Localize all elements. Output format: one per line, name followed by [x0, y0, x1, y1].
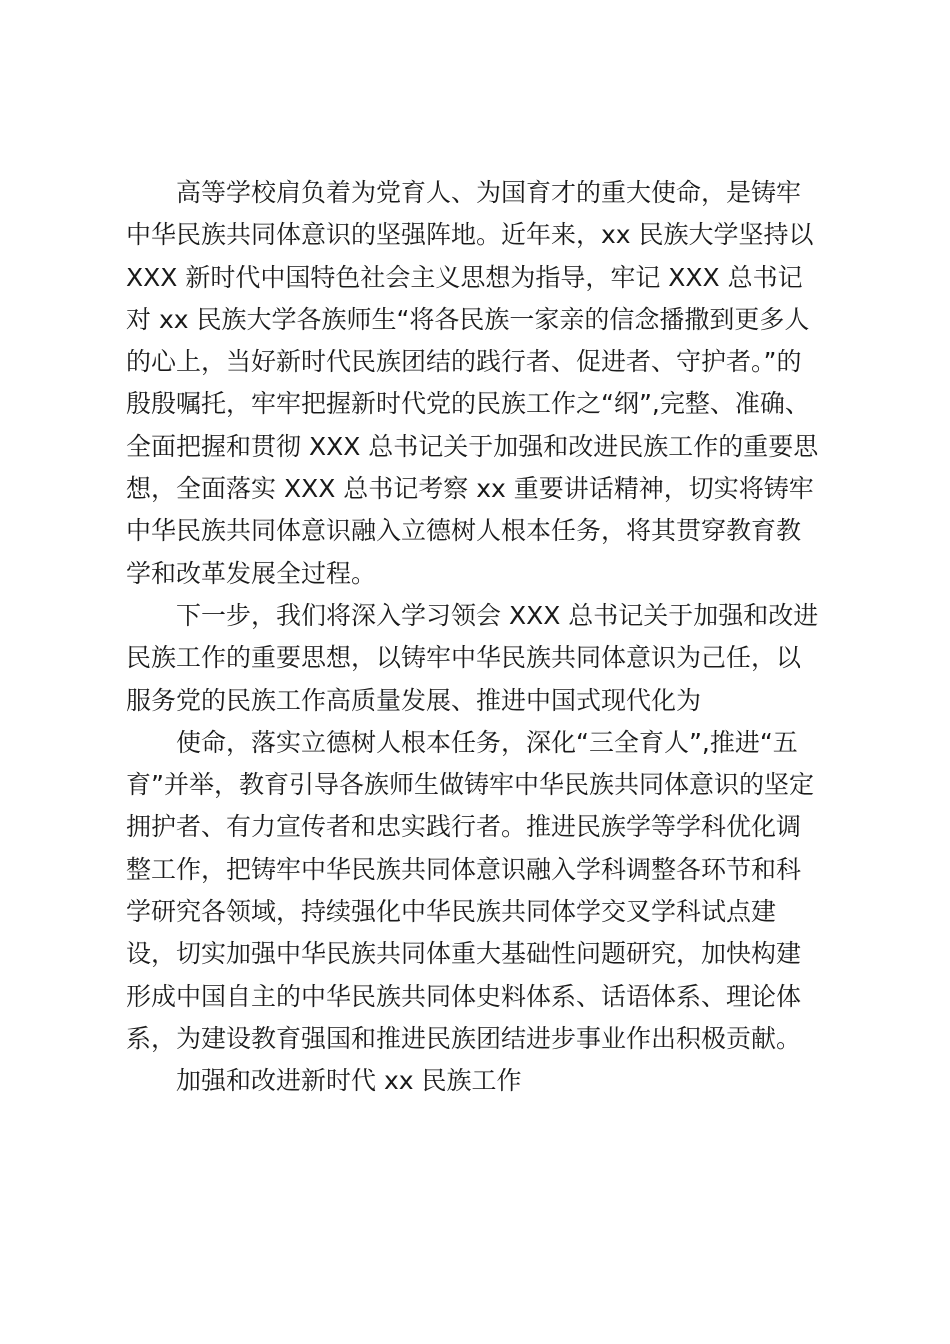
- paragraph-1-line: 殷殷嘱托，牢牢把握新时代党的民族工作之“纲”,完整、准确、: [126, 389, 810, 419]
- paragraph-1-line: 的心上，当好新时代民族团结的践行者、促进者、守护者。”的: [126, 347, 802, 377]
- paragraph-1-line: 高等学校肩负着为党育人、为国育才的重大使命，是铸牢: [176, 178, 802, 207]
- paragraph-3-line: 使命，落实立德树人根本任务，深化“三全育人”,推进“五: [176, 727, 798, 757]
- document-body: [126, 172, 836, 1103]
- paragraph-3-line: 设，切实加强中华民族共同体重大基础性问题研究，加快构建: [126, 939, 802, 969]
- paragraph-3-line: 形成中国自主的中华民族共同体史料体系、话语体系、理论体: [126, 981, 802, 1011]
- paragraph-3-line: 整工作，把铸牢中华民族共同体意识融入学科调整各环节和科: [126, 854, 802, 884]
- paragraph-3-line: 学研究各领域，持续强化中华民族共同体学交叉学科试点建: [126, 897, 777, 927]
- paragraph-1-line: 对 xx 民族大学各族师生“将各民族一家亲的信念播撒到更多人: [126, 304, 810, 334]
- paragraph-1-line: 想，全面落实 XXX 总书记考察 xx 重要讲话精神，切实将铸牢: [126, 474, 814, 504]
- paragraph-1-line: XXX 新时代中国特色社会主义思想为指导，牢记 XXX 总书记: [126, 262, 803, 292]
- paragraph-2-line: 服务党的民族工作高质量发展、推进中国式现代化为: [126, 685, 702, 715]
- section-heading: 加强和改进新时代 xx 民族工作: [176, 1066, 522, 1096]
- paragraph-2-line: 下一步，我们将深入学习领会 XXX 总书记关于加强和改进: [176, 600, 819, 630]
- paragraph-1-line: 全面把握和贯彻 XXX 总书记关于加强和改进民族工作的重要思: [126, 431, 819, 461]
- paragraph-3-line: 拥护者、有力宣传者和忠实践行者。推进民族学等学科优化调: [126, 812, 802, 842]
- paragraph-1-line: 中华民族共同体意识融入立德树人根本任务，将其贯穿教育教: [126, 516, 802, 546]
- paragraph-2-line: 民族工作的重要思想，以铸牢中华民族共同体意识为己任，以: [126, 643, 802, 673]
- paragraph-3-line: 系，为建设教育强国和推进民族团结进步事业作出积极贡献。: [126, 1023, 802, 1053]
- paragraph-1-line: 中华民族共同体意识的坚强阵地。近年来，xx 民族大学坚持以: [126, 220, 814, 250]
- paragraph-1-line: 学和改革发展全过程。: [126, 558, 377, 588]
- paragraph-3-line: 育”并举，教育引导各族师生做铸牢中华民族共同体意识的坚定: [126, 770, 814, 800]
